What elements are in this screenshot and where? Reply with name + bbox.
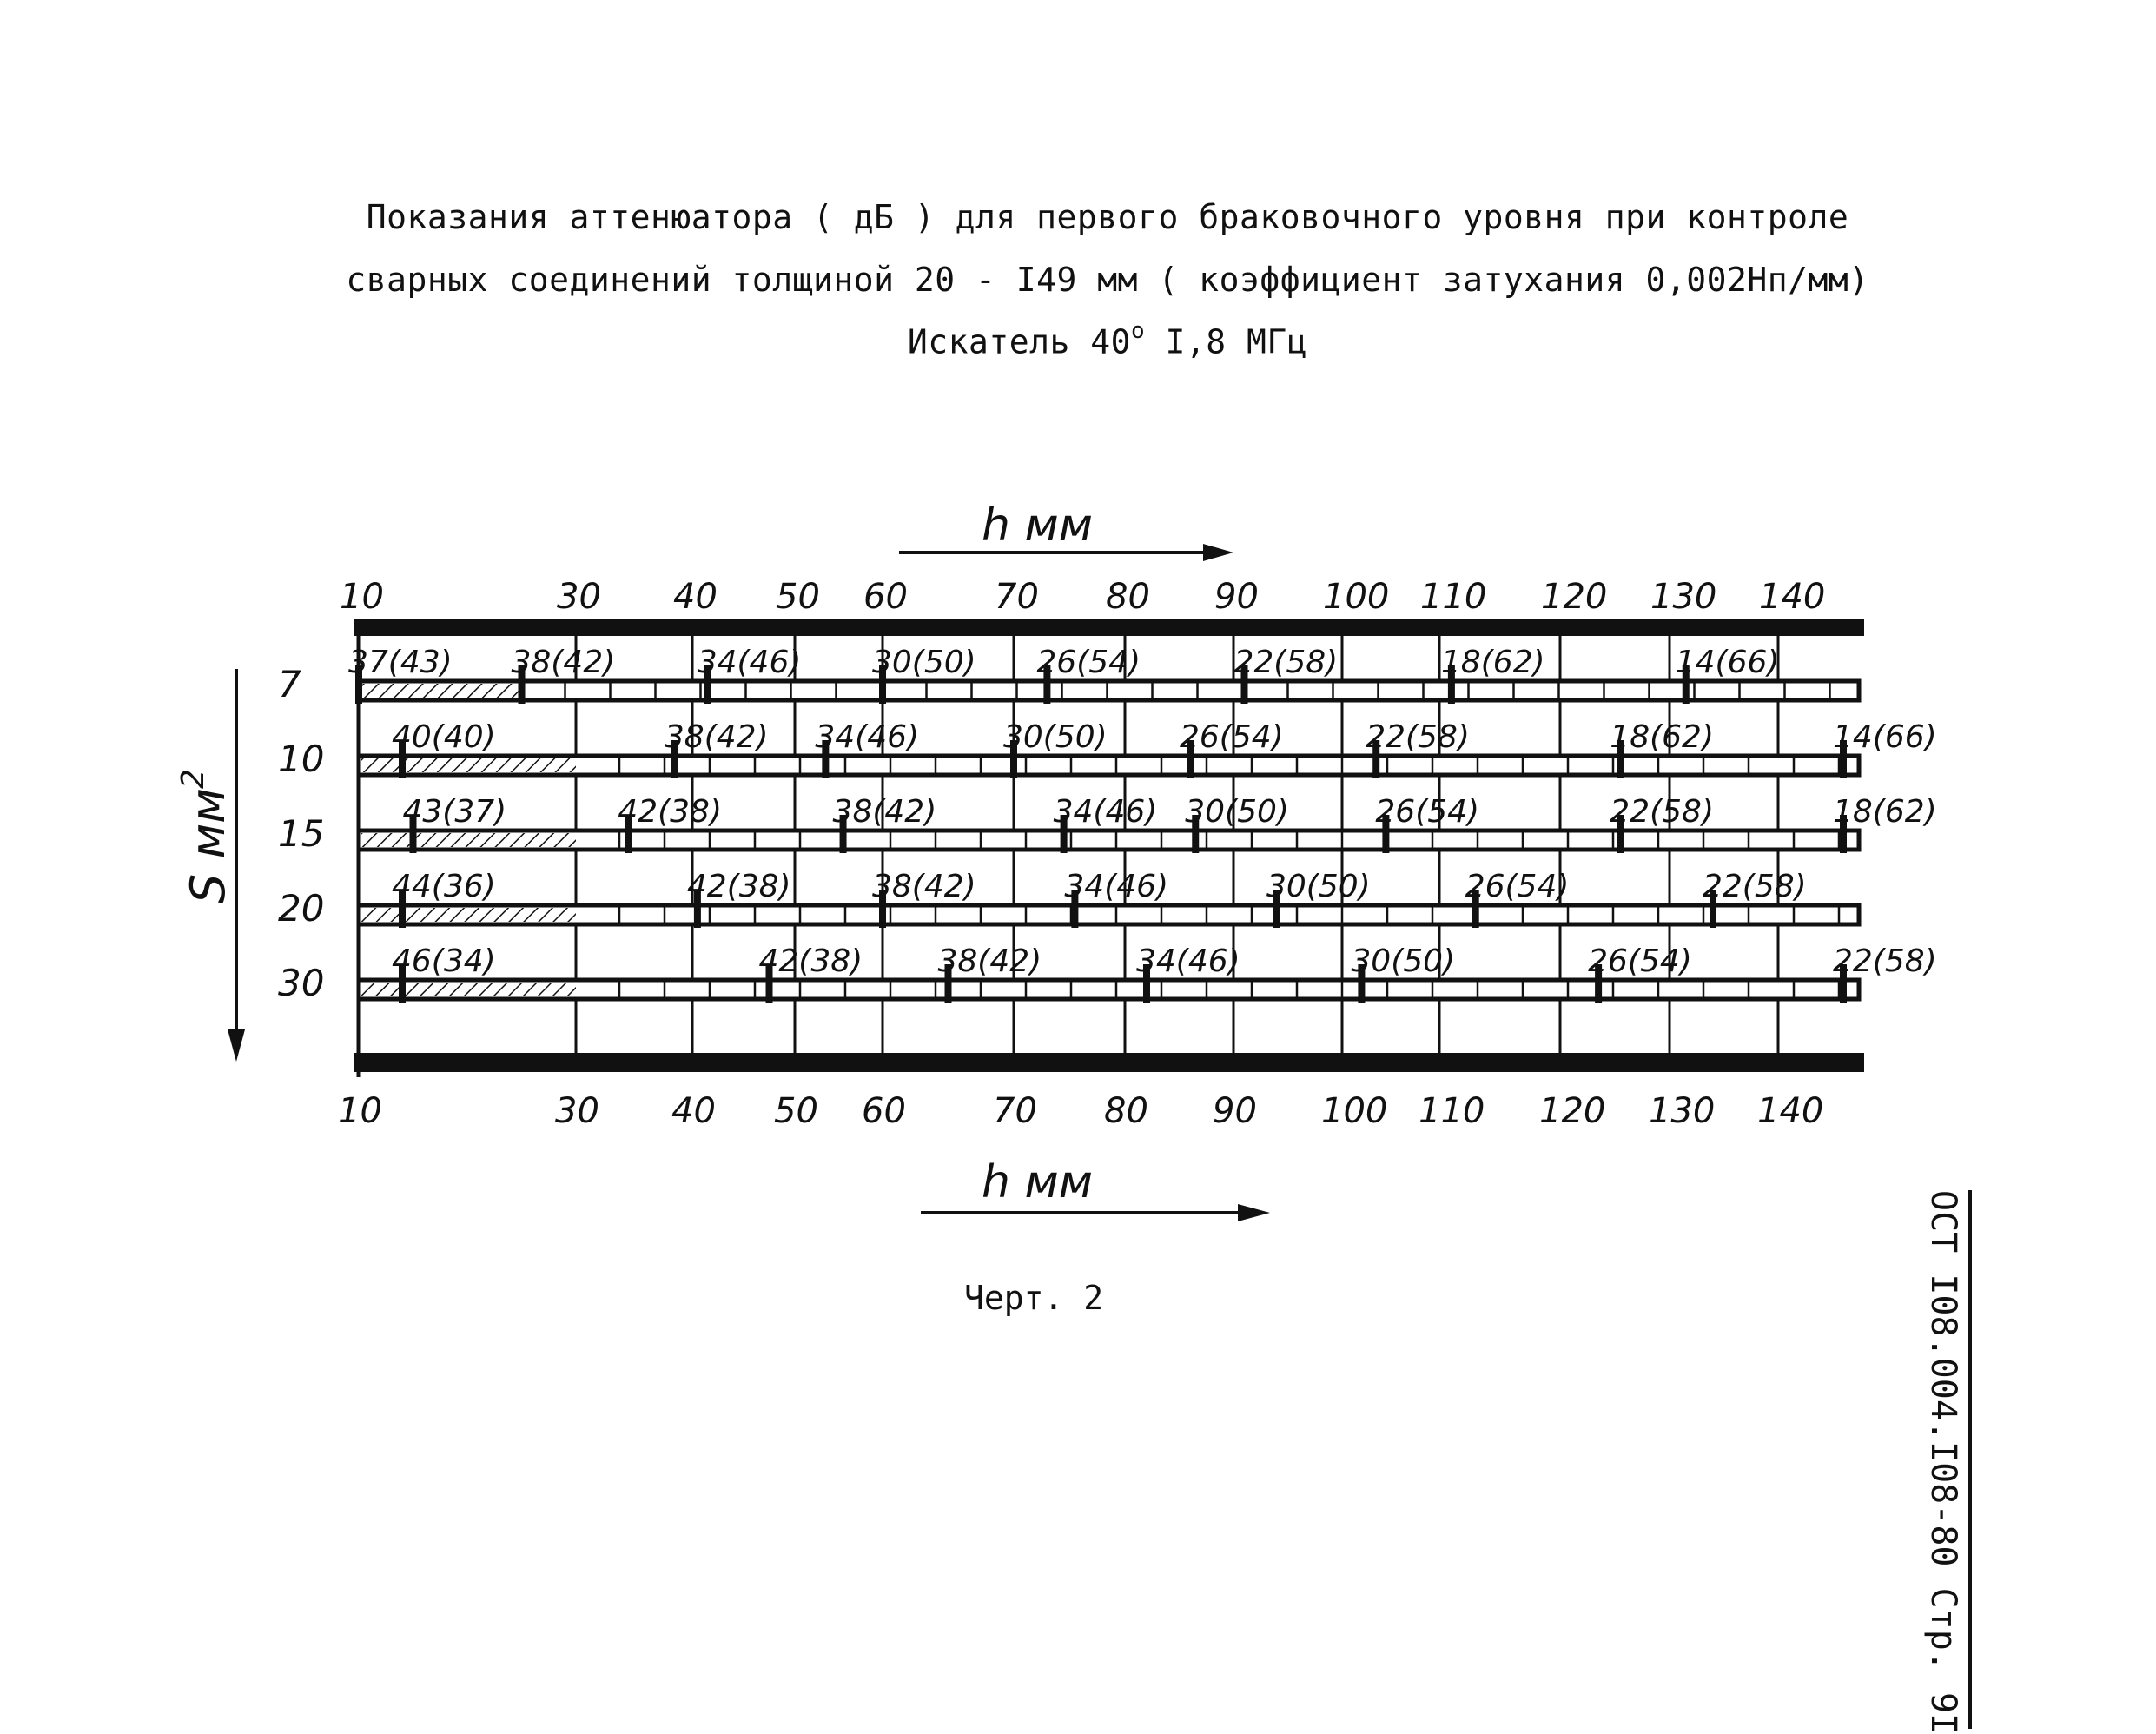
row-bar [359, 756, 1859, 775]
bottom-tick-label: 40 [671, 1091, 716, 1131]
bottom-tick-label: 100 [1321, 1091, 1388, 1131]
attenuation-label: 30(50) [872, 645, 976, 680]
bottom-tick-label: 30 [555, 1091, 599, 1131]
attenuation-label: 14(66) [1833, 719, 1937, 755]
hatch-segment [361, 684, 522, 698]
row-bar [359, 831, 1859, 850]
s-label-text: S мм [181, 788, 235, 903]
attenuation-label: 34(46) [815, 719, 920, 755]
row-s-label: 20 [278, 887, 325, 930]
attenuation-label: 18(62) [1833, 794, 1937, 830]
bottom-rule [354, 1053, 1864, 1072]
top-rule [354, 619, 1864, 636]
top-tick-label: 30 [557, 577, 601, 617]
attenuation-label: 34(46) [1064, 869, 1169, 904]
top-tick-label: 40 [673, 577, 718, 617]
row-bar [359, 980, 1859, 999]
degree-mark: o [1130, 318, 1146, 344]
attenuation-label: 30(50) [1351, 943, 1456, 979]
top-tick-label: 140 [1759, 577, 1826, 617]
attenuation-label: 14(66) [1675, 645, 1780, 680]
bottom-tick-label: 80 [1104, 1091, 1148, 1131]
row-s-label: 10 [278, 738, 325, 780]
attenuation-label: 30(50) [1266, 869, 1371, 904]
attenuation-label: 38(42) [872, 869, 976, 904]
attenuation-label: 22(58) [1610, 794, 1715, 830]
top-h-label-text: h мм [982, 500, 1093, 552]
attenuation-label: 26(54) [1375, 794, 1480, 830]
title-line-2: сварных соединений толщиной 20 - I49 мм ( коэффициент затухания 0,002Нп/мм) [346, 261, 1869, 299]
attenuation-label: 26(54) [1588, 943, 1692, 979]
probe-label: Искатель 40 [907, 322, 1131, 361]
frequency-label: I,8 МГц [1145, 322, 1308, 361]
attenuation-label: 44(36) [392, 869, 496, 904]
bottom-tick-label: 120 [1539, 1091, 1606, 1131]
attenuation-label: 46(34) [392, 943, 496, 979]
top-tick-label: 60 [863, 577, 908, 617]
attenuation-label: 22(58) [1703, 869, 1807, 904]
top-h-axis-label [899, 500, 1233, 561]
attenuation-label: 34(46) [1053, 794, 1158, 830]
row-s-label: 7 [278, 663, 301, 705]
attenuation-label: 18(62) [1610, 719, 1715, 755]
row-bar [359, 681, 1859, 700]
labels [278, 577, 1937, 1131]
top-tick-label: 100 [1323, 577, 1390, 617]
bottom-tick-label: 130 [1649, 1091, 1716, 1131]
attenuation-label: 34(46) [697, 645, 802, 680]
attenuation-label: 26(54) [1180, 719, 1284, 755]
attenuation-label: 22(58) [1366, 719, 1470, 755]
bottom-tick-label: 140 [1757, 1091, 1824, 1131]
top-tick-label: 130 [1650, 577, 1717, 617]
attenuation-label: 22(58) [1833, 943, 1937, 979]
attenuation-label: 40(40) [392, 719, 496, 755]
attenuation-label: 18(62) [1440, 645, 1545, 680]
attenuation-label: 43(37) [402, 794, 507, 830]
attenuation-label: 42(38) [686, 869, 791, 904]
attenuation-label: 37(43) [348, 645, 453, 680]
bottom-arrow-icon [1238, 1204, 1270, 1221]
s-axis [175, 669, 245, 1062]
hatch-segment [361, 758, 576, 772]
bottom-tick-label: 50 [774, 1091, 818, 1131]
bottom-tick-label: 10 [338, 1091, 382, 1131]
hatch-segment [361, 983, 576, 996]
attenuation-label: 34(46) [1136, 943, 1240, 979]
attenuation-label: 26(54) [1465, 869, 1570, 904]
attenuation-label: 42(38) [758, 943, 863, 979]
bottom-tick-label: 90 [1213, 1091, 1257, 1131]
attenuation-label: 38(42) [832, 794, 937, 830]
attenuation-label: 38(42) [937, 943, 1042, 979]
s-label-exponent: 2 [175, 769, 211, 789]
bottom-tick-label: 70 [993, 1091, 1037, 1131]
row-s-label: 15 [278, 812, 325, 855]
attenuation-label: 30(50) [1003, 719, 1108, 755]
top-tick-label: 50 [776, 577, 820, 617]
hatch-segment [361, 833, 576, 847]
bottom-h-label-text: h мм [982, 1156, 1093, 1208]
top-tick-label: 110 [1420, 577, 1487, 617]
attenuation-label: 38(42) [511, 645, 616, 680]
top-tick-label: 80 [1106, 577, 1150, 617]
row-bar [359, 905, 1859, 924]
top-tick-label: 70 [995, 577, 1039, 617]
attenuation-label: 30(50) [1185, 794, 1289, 830]
down-arrow-icon [228, 1029, 245, 1062]
top-tick-label: 120 [1541, 577, 1608, 617]
figure-caption: Черт. 2 [964, 1279, 1104, 1317]
top-tick-label: 10 [340, 577, 384, 617]
bottom-h-axis-label [921, 1156, 1270, 1221]
bottom-tick-label: 60 [862, 1091, 906, 1131]
document-code: ОСТ I08.004.I08-80 Стр. 9I [1911, 1190, 1972, 1729]
attenuation-label: 42(38) [618, 794, 723, 830]
attenuation-label: 22(58) [1233, 645, 1339, 680]
top-tick-label: 90 [1214, 577, 1259, 617]
bottom-tick-label: 110 [1419, 1091, 1485, 1131]
title-line-1: Показания аттенюатора ( дБ ) для первого браковочного уровня при контроле [366, 198, 1849, 236]
hatch-segment [361, 908, 576, 922]
attenuation-label: 38(42) [664, 719, 769, 755]
attenuation-label: 26(54) [1036, 645, 1141, 680]
row-s-label: 30 [278, 962, 325, 1004]
top-arrow-icon [1203, 544, 1233, 561]
